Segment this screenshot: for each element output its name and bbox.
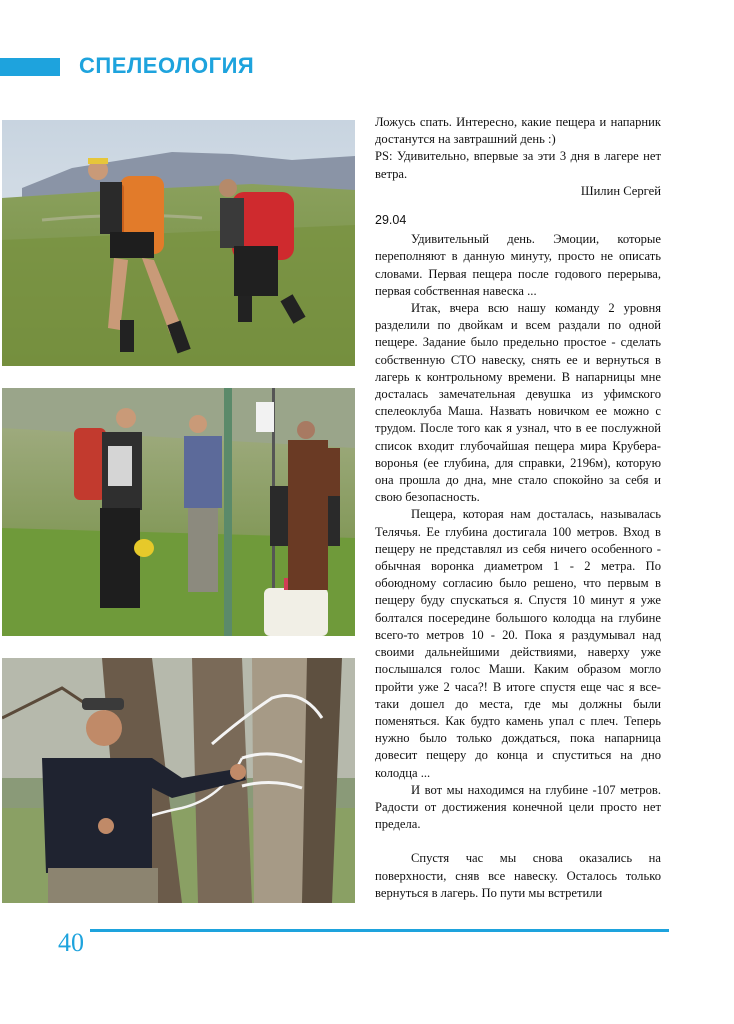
section-title: СПЕЛЕОЛОГИЯ <box>79 53 255 78</box>
article-paragraph: PS: Удивительно, впервые за эти 3 дня в лагере нет ветра. <box>375 149 661 181</box>
photo-hikers-with-backpacks <box>2 120 355 366</box>
article-paragraph: Ложусь спать. Интересно, какие пещера и напарник достанутся на завтрашний день :) <box>375 115 661 147</box>
article-paragraph: Итак, вчера всю нашу команду 2 уровня разделили по двойкам и всем раздали по одной пещере. Задание было предельно простое - сделать собственную СТО навеску, снять ее и вернуться в лагерь к контрольному времени. В напарницы мне досталась замечательная девушка из уфимского спелеоклуба Маша. Назвать новичком ее можно с трудом. После того как я узнал, что в ее послужной список входит глубочайшая пещера мира Крубера-воронья (ее глубина, для справки, 2196м), которую она прошла до дна, мне стало спокойно за себя и свою безопасность. <box>375 301 661 505</box>
photo-man-with-rope-at-tree <box>2 658 355 903</box>
article-paragraph: Удивительный день. Эмоции, которые переполняют в данную минуту, просто не описать словами. Первая пещера после годового перерыва, первая собственная навеска ... <box>375 232 661 298</box>
article-paragraph: Спустя час мы снова оказались на поверхности, сняв все навеску. Осталось только вернуться в лагерь. По пути мы встретили <box>375 851 661 900</box>
page-number: 40 <box>58 928 84 957</box>
article-text-column <box>375 114 661 902</box>
article-paragraph: И вот мы находимся на глубине -107 метров. Радости от достижения конечной цели просто нет предела. <box>375 782 661 832</box>
section-accent-bar <box>0 58 60 76</box>
footer-rule <box>90 929 669 932</box>
article-author: Шилин Сергей <box>580 183 661 198</box>
article-paragraph: Пещера, которая нам досталась, называлась Телячья. Ее глубина достигала 100 метров. Вход в пещеру не представлял из себя ничего особенного - обычная воронка диаметром 1 - 2 метра. По обоюдному согласию было решено, что первым в пещеру буду спускаться я. Спустя 10 минут я уже болтался посередине большого колодца на глубине всего-то метров 10 - 20. Пока я раздумывал над своими дальнейшими действиями, наверху уже послышался голос Маши. Каким образом могло пройти уже 2 часа?! В итоге спустя еще час я все-таки дошел до места, где мы должны были поменяться. Как будто камень упал с плеч. Теперь нужно было только дождаться, пока напарница довесит пещеру до конца и спуститься на дно колодца ... <box>375 507 661 780</box>
article-date: 29.04 <box>375 213 407 228</box>
photo-three-cavers <box>2 388 355 636</box>
